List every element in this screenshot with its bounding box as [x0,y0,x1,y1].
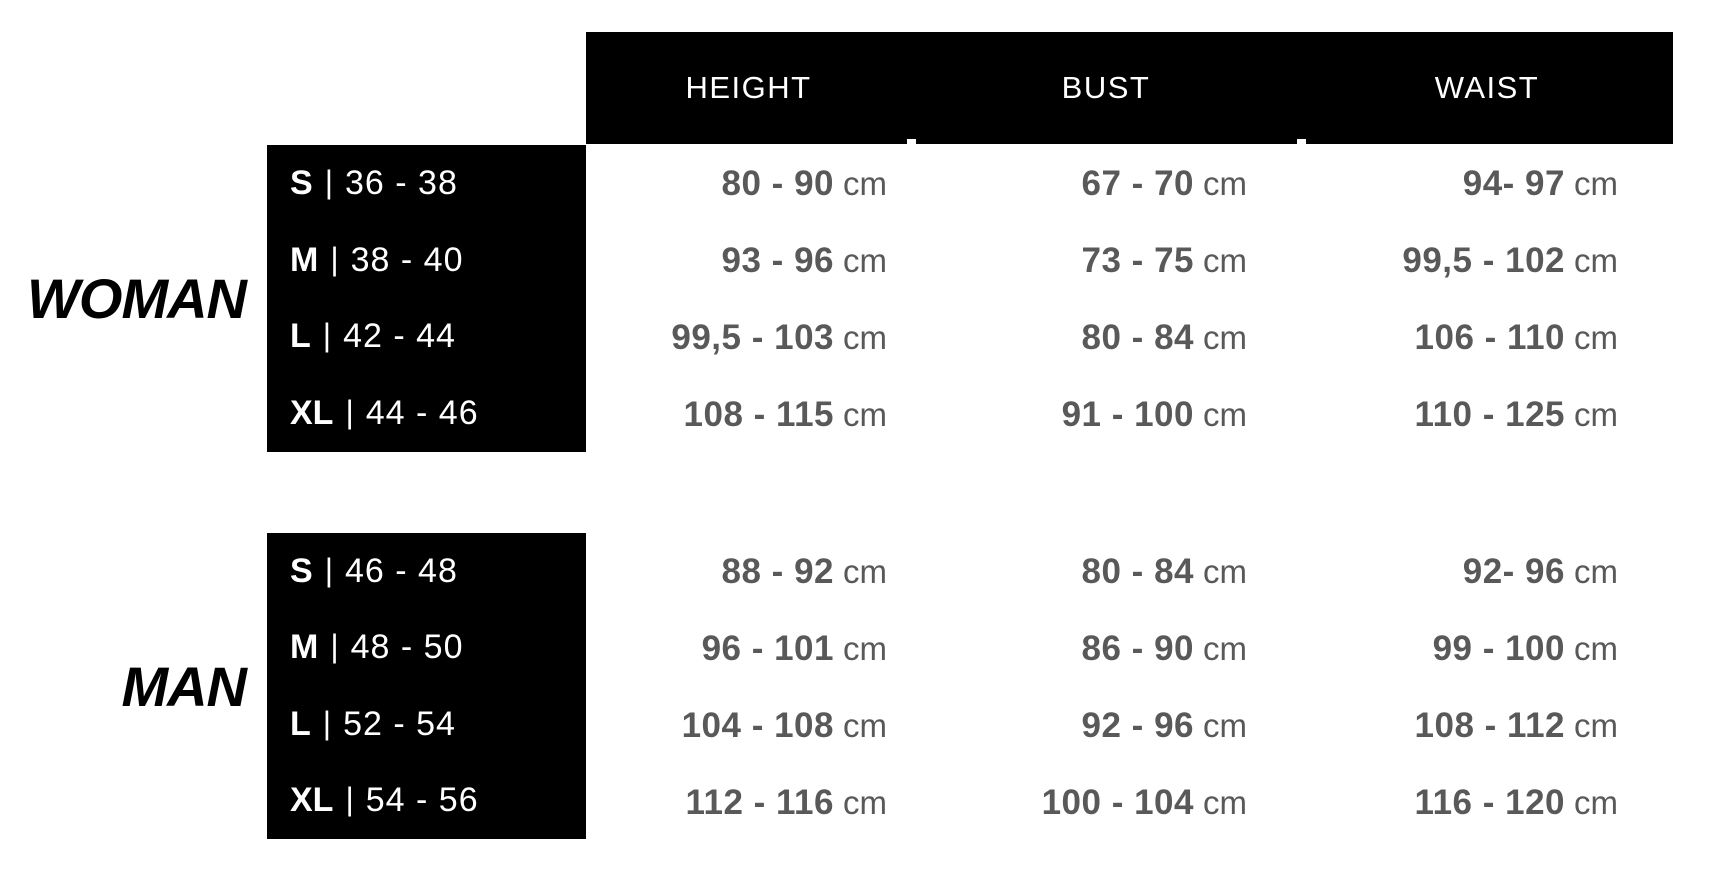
height-cell: 99,5 - 103 cm [671,317,887,357]
column-header-bust: BUST [1061,70,1151,105]
unit-label: cm [1574,706,1618,744]
size-letter: S [290,551,313,590]
data-grid-man [586,533,1673,841]
table-row [586,376,1673,453]
data-grid-woman [586,145,1673,453]
header-divider-notch [907,139,916,144]
size-row [267,533,586,610]
unit-label: cm [843,629,887,667]
table-row [586,687,1673,764]
height-cell: 112 - 116 cm [685,782,887,822]
unit-label: cm [1574,552,1618,590]
size-letter: L [290,317,311,356]
size-row [267,222,586,299]
column-header-waist: WAIST [1434,70,1540,105]
size-row [267,610,586,687]
bust-cell: 80 - 84 cm [1081,551,1247,591]
unit-label: cm [1574,783,1618,821]
unit-label: cm [1574,629,1618,667]
table-row [586,299,1673,376]
waist-cell: 94- 97 cm [1462,163,1618,203]
unit-label: cm [1203,241,1247,279]
size-separator: | [330,240,339,277]
size-separator: | [324,163,333,200]
size-letter: M [290,628,319,667]
table-row [586,764,1673,841]
bust-cell: 100 - 104 cm [1041,782,1247,822]
section-label-man: MAN [121,654,246,718]
bust-cell: 80 - 84 cm [1081,317,1247,357]
unit-label: cm [1203,552,1247,590]
waist-cell: 92- 96 cm [1462,551,1618,591]
height-cell: 88 - 92 cm [721,551,887,591]
unit-label: cm [843,395,887,433]
height-cell: 96 - 101 cm [701,628,887,668]
size-separator: | [324,551,333,588]
unit-label: cm [1203,318,1247,356]
unit-label: cm [1203,164,1247,202]
header-divider-notch [1297,139,1306,144]
unit-label: cm [843,164,887,202]
table-row [586,222,1673,299]
table-header [586,32,1673,144]
height-cell: 108 - 115 cm [683,394,887,434]
table-row [586,533,1673,610]
bust-cell: 86 - 90 cm [1081,628,1247,668]
size-separator: | [322,704,332,741]
unit-label: cm [843,552,887,590]
size-row [267,763,586,840]
size-letter: XL [290,394,334,433]
size-box-man [267,533,586,839]
waist-cell: 99 - 100 cm [1432,628,1618,668]
table-row [586,145,1673,222]
unit-label: cm [1203,706,1247,744]
size-range: 52 - 54 [343,704,456,743]
size-letter: XL [290,781,334,820]
size-box-woman [267,145,586,452]
unit-label: cm [1203,395,1247,433]
waist-cell: 108 - 112 cm [1414,705,1618,745]
unit-label: cm [843,706,887,744]
unit-label: cm [1574,164,1618,202]
unit-label: cm [1574,395,1618,433]
bust-cell: 92 - 96 cm [1081,705,1247,745]
unit-label: cm [843,318,887,356]
size-range: 36 - 38 [345,163,458,202]
size-row [267,686,586,763]
size-range: 46 - 48 [345,551,458,590]
size-range: 38 - 40 [350,240,464,279]
waist-cell: 106 - 110 cm [1414,317,1618,357]
size-letter: S [290,163,313,202]
unit-label: cm [1574,241,1618,279]
section-label-woman: WOMAN [27,267,246,330]
waist-cell: 116 - 120 cm [1414,782,1618,822]
size-separator: | [345,781,354,818]
size-separator: | [345,394,354,431]
table-row [586,610,1673,687]
size-range: 54 - 56 [365,781,479,820]
unit-label: cm [1203,629,1247,667]
size-row [267,145,586,222]
waist-cell: 110 - 125 cm [1414,394,1618,434]
bust-cell: 73 - 75 cm [1081,240,1247,280]
height-cell: 93 - 96 cm [721,240,887,280]
size-row [267,299,586,376]
size-range: 48 - 50 [350,628,464,667]
unit-label: cm [1574,318,1618,356]
size-row [267,375,586,452]
bust-cell: 67 - 70 cm [1081,163,1247,203]
bust-cell: 91 - 100 cm [1061,394,1247,434]
height-cell: 80 - 90 cm [721,163,887,203]
size-separator: | [322,317,332,354]
size-letter: L [290,704,311,743]
waist-cell: 99,5 - 102 cm [1402,240,1618,280]
column-header-height: HEIGHT [685,70,812,105]
height-cell: 104 - 108 cm [681,705,887,745]
unit-label: cm [843,241,887,279]
unit-label: cm [843,783,887,821]
size-separator: | [330,628,339,665]
size-letter: M [290,240,319,279]
size-range: 44 - 46 [365,394,479,433]
unit-label: cm [1203,783,1247,821]
size-range: 42 - 44 [343,317,456,356]
